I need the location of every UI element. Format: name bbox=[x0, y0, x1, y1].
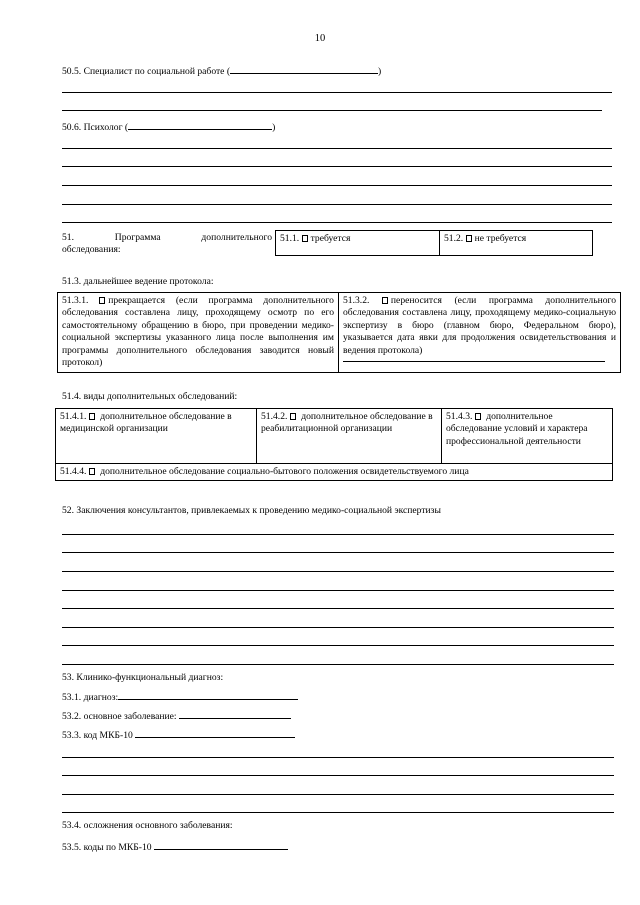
complications-label: 53.4. осложнения основного заболевания: bbox=[62, 820, 233, 831]
consultants-line[interactable] bbox=[62, 664, 614, 665]
complications-icd10-row: 53.5. коды по МКБ-10 bbox=[62, 840, 288, 854]
visit-date-field[interactable] bbox=[343, 357, 605, 362]
psychologist-line[interactable] bbox=[62, 148, 612, 149]
checkbox-icon[interactable] bbox=[290, 413, 296, 420]
protocol-continuation-title: 51.3. дальнейшее ведение протокола: bbox=[62, 276, 214, 287]
consultants-line[interactable] bbox=[62, 552, 614, 553]
checkbox-icon[interactable] bbox=[99, 297, 105, 304]
consultants-conclusions-title: 52. Заключения консультантов, привлекаемых к проведению медико-социальной экспертизы bbox=[62, 505, 441, 516]
exam-rehab-cell[interactable]: 51.4.2. дополнительное обследование в реабилитационной организации bbox=[257, 409, 442, 464]
specialist-social-work-line[interactable] bbox=[62, 110, 602, 111]
exam-professional-cell[interactable]: 51.4.3. дополнительное обследование условий и характера профессиональной деятельности bbox=[442, 409, 613, 464]
additional-program-label: 51. Программа дополнительного обследования: bbox=[62, 232, 272, 256]
consultants-line[interactable] bbox=[62, 534, 614, 535]
checkbox-icon[interactable] bbox=[302, 235, 308, 242]
protocol-terminated-cell[interactable]: 51.3.1. прекращается (если программа дополнительного обследования составлена лицу, проходящему осмотр по его самостоятельному обращению в бюро, при проведении медико-социальной экспертизы указанного лица после выполнения им программы дополнительного обследования заводится новый протокол) bbox=[58, 293, 339, 373]
additional-exams-title: 51.4. виды дополнительных обследований: bbox=[62, 391, 238, 402]
specialist-social-work-name-field[interactable] bbox=[230, 64, 378, 74]
consultants-line[interactable] bbox=[62, 645, 614, 646]
psychologist-line[interactable] bbox=[62, 222, 612, 223]
checkbox-icon[interactable] bbox=[466, 235, 472, 242]
exam-social-cell[interactable]: 51.4.4. дополнительное обследование социально-бытового положения освидетельствуемого лица bbox=[56, 464, 613, 481]
checkbox-icon[interactable] bbox=[89, 413, 95, 420]
consultants-line[interactable] bbox=[62, 590, 614, 591]
psychologist-line[interactable] bbox=[62, 166, 612, 167]
psychologist-name-field[interactable] bbox=[128, 120, 272, 130]
option-required[interactable]: 51.1. требуется bbox=[276, 231, 440, 256]
clinical-diagnosis-title: 53. Клинико-функциональный диагноз: bbox=[62, 672, 224, 683]
consultants-line[interactable] bbox=[62, 571, 614, 572]
psychologist-label: 50.6. Психолог ( ) bbox=[62, 122, 276, 133]
diagnosis-line[interactable] bbox=[62, 775, 614, 776]
diagnosis-line[interactable] bbox=[62, 812, 614, 813]
main-disease-field[interactable] bbox=[179, 709, 291, 719]
checkbox-icon[interactable] bbox=[475, 413, 481, 420]
consultants-line[interactable] bbox=[62, 608, 614, 609]
consultants-line[interactable] bbox=[62, 627, 614, 628]
specialist-social-work-line[interactable] bbox=[62, 92, 612, 93]
checkbox-icon[interactable] bbox=[89, 468, 95, 475]
checkbox-icon[interactable] bbox=[382, 297, 388, 304]
specialist-social-work-label: 50.5. Специалист по социальной работе ( ) bbox=[62, 66, 382, 77]
psychologist-line[interactable] bbox=[62, 185, 612, 186]
protocol-transferred-cell[interactable]: 51.3.2. переносится (если программа дополнительного обследования составлена лицу, проходящему медико-социальную экспертизу в бюро (главном бюро, Федеральном бюро), указывается дата явки для продолжения освидетельствования и ведения протокола) bbox=[339, 293, 621, 373]
additional-program-options bbox=[275, 230, 593, 256]
main-disease-row: 53.2. основное заболевание: bbox=[62, 709, 291, 723]
diagnosis-line[interactable] bbox=[62, 794, 614, 795]
diagnosis-row: 53.1. диагноз: bbox=[62, 690, 298, 704]
icd10-code-row: 53.3. код МКБ-10 bbox=[62, 728, 295, 742]
icd10-code-field[interactable] bbox=[135, 728, 295, 738]
complications-icd10-field[interactable] bbox=[154, 840, 288, 850]
additional-exams-table bbox=[55, 408, 613, 481]
protocol-continuation-table bbox=[57, 292, 621, 373]
page-number: 10 bbox=[314, 33, 326, 44]
diagnosis-line[interactable] bbox=[62, 757, 614, 758]
psychologist-line[interactable] bbox=[62, 204, 612, 205]
exam-medical-cell[interactable]: 51.4.1. дополнительное обследование в медицинской организации bbox=[56, 409, 257, 464]
option-not-required[interactable]: 51.2. не требуется bbox=[440, 231, 593, 256]
diagnosis-field[interactable] bbox=[118, 690, 298, 700]
